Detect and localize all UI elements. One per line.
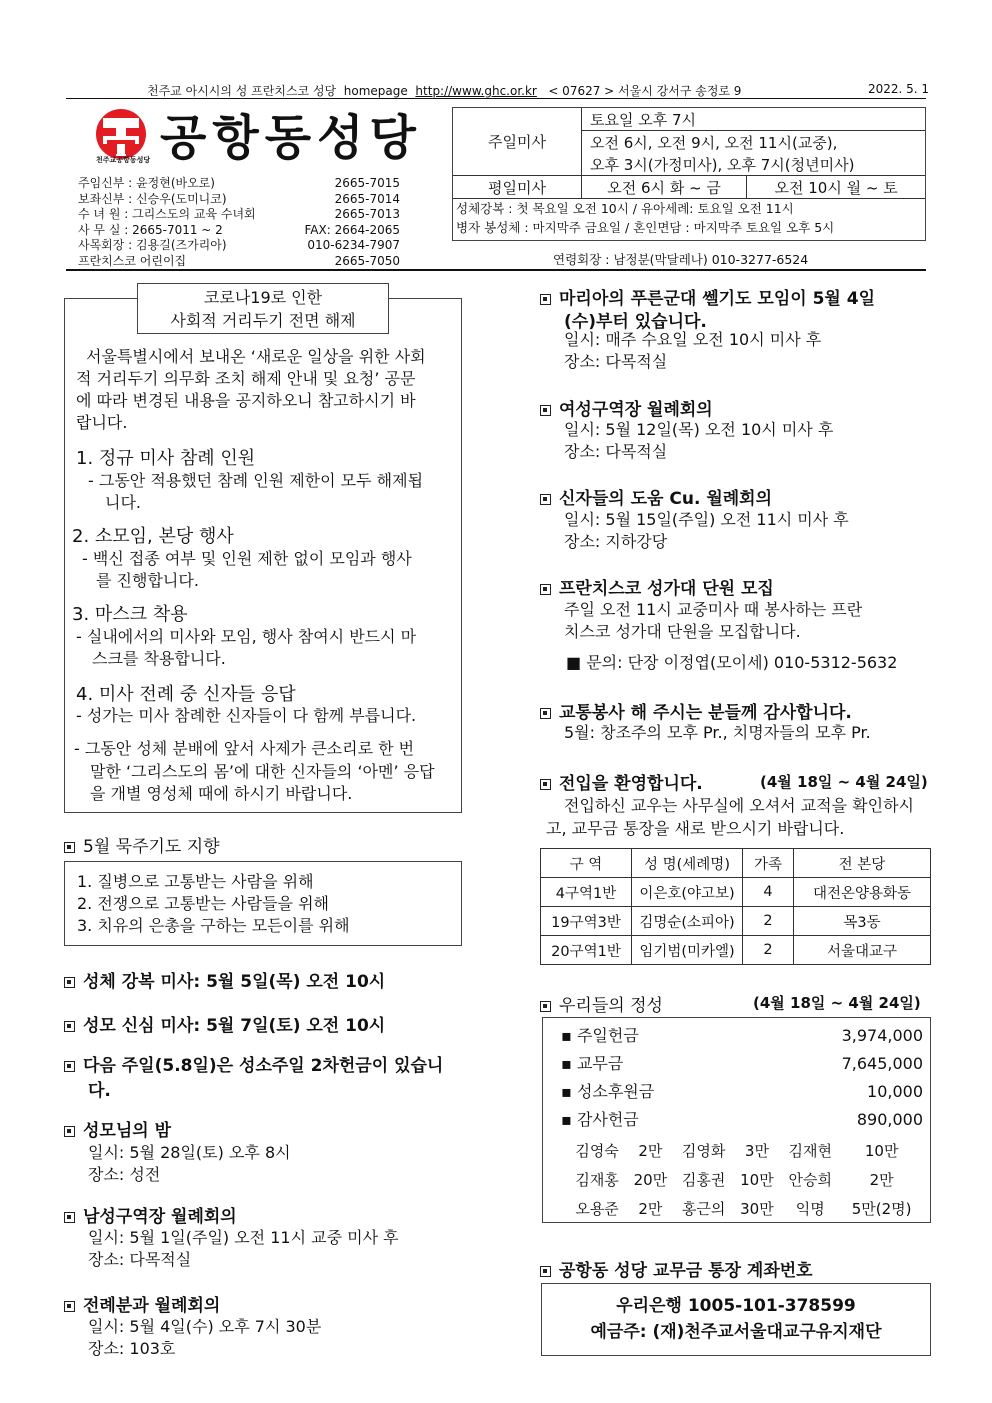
- rosary-item: 3. 치유의 은총을 구하는 모든이를 위해: [77, 916, 350, 935]
- offerings-list: [561, 1022, 923, 1134]
- table-row: [541, 907, 931, 936]
- table-row: [541, 878, 931, 907]
- sunday-mass-line: 토요일 오후 7시: [582, 108, 926, 131]
- newcomers-text: 고, 교무금 통장을 새로 받으시기 바랍니다.: [546, 819, 845, 838]
- men-meeting-date: 일시: 5월 1일(주일) 오전 11시 교중 미사 후: [88, 1228, 399, 1247]
- covid-title-box: [137, 283, 389, 334]
- weekday-mass-time: 오전 6시 화 ~ 금: [582, 176, 747, 199]
- square-bullet-icon: [540, 405, 551, 416]
- weekday-mass-label: 평일미사: [453, 176, 582, 199]
- staff-row: 보좌신부 : 신승우(도미니코) 2665-7014: [78, 191, 400, 206]
- table-cell: 이은호(야고보): [632, 878, 743, 907]
- square-bullet-icon: [64, 1021, 75, 1032]
- rosary-item: 2. 전쟁으로 고통받는 사람들을 위해: [77, 894, 329, 913]
- column-header: 전 본당: [794, 849, 931, 878]
- donor-row: [567, 1194, 923, 1223]
- help-meeting-heading: 신자들의 도움 Cu. 월례회의: [540, 484, 772, 509]
- donor-amount: 2만: [638, 1200, 663, 1218]
- offering-row: ▪ 감사헌금 890,000: [561, 1110, 923, 1129]
- liturgy-meeting-date: 일시: 5월 4일(수) 오후 7시 30분: [88, 1317, 322, 1336]
- table-cell: 4구역1반: [541, 878, 632, 907]
- funeral-chairman: 연령회장 : 남정분(막달레나) 010-3277-6524: [553, 252, 809, 267]
- covid-item-text: 말한 ‘그리스도의 몸’에 대한 신자들의 ‘아멘’ 응답: [90, 762, 435, 781]
- column-header: 성 명(세례명): [632, 849, 743, 878]
- address: < 07627 > 서울시 강서구 송정로 9: [548, 84, 742, 98]
- staff-list: [78, 176, 400, 269]
- blue-army-heading: 마리아의 푸른군대 쎌기도 모임이 5월 4일: [540, 284, 875, 309]
- table-cell: 4: [743, 878, 794, 907]
- staff-row: 사목회장 : 김용길(즈가리아) 010-6234-7907: [78, 238, 400, 252]
- blue-army-heading-cont: (수)부터 있습니다.: [564, 312, 707, 332]
- covid-item-text: 니다.: [105, 493, 141, 512]
- women-meeting-heading: 여성구역장 월례회의: [540, 395, 713, 420]
- bank-account-number: 우리은행 1005-101-378599: [616, 1296, 856, 1316]
- account-heading: 공항동 성당 교무금 통장 계좌번호: [540, 1256, 813, 1281]
- square-bullet-icon: [64, 1126, 75, 1137]
- square-bullet-icon: [540, 779, 551, 790]
- rosary-heading: 5월 묵주기도 지향: [64, 832, 220, 857]
- column-header: 가족: [743, 849, 794, 878]
- donor-amount: 30만: [740, 1200, 774, 1218]
- table-cell: 서울대교구: [794, 936, 931, 965]
- square-bullet-icon: [64, 842, 75, 853]
- covid-item-heading: 4. 미사 전례 중 신자들 응답: [76, 684, 296, 705]
- newcomers-period: (4월 18일 ~ 4월 24일): [760, 773, 928, 791]
- covid-item-text: 을 개별 영성체 때에 하시기 바랍니다.: [90, 784, 353, 803]
- covid-item-text: 스크를 착용합니다.: [92, 649, 226, 668]
- benediction-mass-notice: 성체 강복 미사: 5월 5일(목) 오전 10시: [64, 967, 385, 992]
- staff-row: 수 녀 원 : 그리스도의 교육 수녀회 2665-7013: [78, 207, 400, 221]
- issue-date: 2022. 5. 1: [868, 82, 930, 96]
- square-bullet-icon: [64, 1301, 75, 1312]
- donor-name: 김영화: [681, 1142, 726, 1160]
- covid-item-text: - 백신 접종 여부 및 인원 제한 없이 모임과 행사: [82, 549, 412, 568]
- covid-item-heading: 3. 마스크 착용: [72, 604, 188, 625]
- covid-item-text: - 실내에서의 미사와 모임, 행사 참여시 반드시 마: [76, 627, 417, 646]
- account-holder: 예금주: (재)천주교서울대교구유지재단: [590, 1322, 882, 1342]
- sunday-mass-line: 오전 6시, 오전 9시, 오전 11시(교중),: [582, 131, 926, 154]
- covid-item-heading: 2. 소모임, 본당 행사: [72, 526, 234, 547]
- donor-amount: 10만: [740, 1171, 774, 1189]
- newcomers-heading: 전입을 환영합니다.: [540, 769, 703, 794]
- choir-contact: ■ 문의: 단장 이정엽(모이세) 010-5312-5632: [566, 653, 898, 672]
- mass-schedule-box: [452, 107, 926, 241]
- liturgy-meeting-place: 장소: 103호: [88, 1339, 176, 1358]
- offering-row: ▪ 교무금 7,645,000: [561, 1054, 923, 1073]
- marian-mass-notice: 성모 신심 미사: 5월 7일(토) 오전 10시: [64, 1011, 385, 1036]
- liturgy-meeting-heading: 전례분과 월례회의: [64, 1291, 220, 1316]
- square-bullet-icon: [540, 1001, 551, 1012]
- table-cell: 20구역1반: [541, 936, 632, 965]
- donor-name: 홍근의: [681, 1200, 726, 1218]
- homepage-label: homepage: [343, 84, 408, 98]
- donor-table: [567, 1136, 923, 1223]
- donor-amount: 5만(2명): [851, 1200, 912, 1218]
- column-header: 구 역: [541, 849, 632, 878]
- mary-night-heading: 성모님의 밤: [64, 1116, 171, 1141]
- square-bullet-icon: [540, 708, 551, 719]
- weekday-mass-time: 오전 10시 월 ~ 토: [747, 176, 925, 199]
- table-header-row: [541, 849, 931, 878]
- square-bullet-icon: [540, 1266, 551, 1277]
- newcomers-table: [540, 848, 931, 965]
- blue-army-place: 장소: 다목적실: [564, 352, 668, 371]
- staff-row: 프란치스코 어린이집 2665-7050: [78, 253, 400, 268]
- table-cell: 목3동: [794, 907, 931, 936]
- header-bottom-rule: [66, 269, 926, 271]
- donor-name: 김홍권: [681, 1171, 726, 1189]
- square-bullet-icon: [540, 494, 551, 505]
- women-meeting-place: 장소: 다목적실: [564, 442, 668, 461]
- mass-note: 병자 봉성체 : 마지막주 금요일 / 혼인면담 : 마지막주 토요일 오후 5시: [456, 220, 835, 235]
- table-cell: 19구역3반: [541, 907, 632, 936]
- mary-night-date: 일시: 5월 28일(토) 오후 8시: [88, 1143, 291, 1162]
- second-collection-notice-cont: 다.: [88, 1081, 111, 1101]
- table-cell: 김명순(소피아): [632, 907, 743, 936]
- table-row: [541, 936, 931, 965]
- blue-army-date: 일시: 매주 수요일 오전 10시 미사 후: [564, 330, 822, 349]
- square-bullet-icon: [64, 1061, 75, 1072]
- choir-text: 치스코 성가대 단원을 모집합니다.: [564, 622, 801, 641]
- help-meeting-place: 장소: 지하강당: [564, 532, 668, 551]
- offerings-heading: 우리들의 정성: [540, 991, 663, 1016]
- sunday-mass-label: 주일미사: [453, 108, 582, 176]
- women-meeting-date: 일시: 5월 12일(목) 오전 10시 미사 후: [564, 420, 834, 439]
- offering-row: ▪ 주일헌금 3,974,000: [561, 1026, 923, 1045]
- mass-table: [453, 108, 925, 199]
- donor-name: 오용준: [575, 1200, 619, 1218]
- table-cell: 임기범(미카엘): [632, 936, 743, 965]
- men-meeting-heading: 남성구역장 월례회의: [64, 1202, 237, 1227]
- choir-heading: 프란치스코 성가대 단원 모집: [540, 574, 774, 599]
- second-collection-notice: 다음 주일(5.8일)은 성소주일 2차헌금이 있습니: [64, 1051, 443, 1076]
- offering-row: ▪ 성소후원금 10,000: [561, 1082, 923, 1101]
- rosary-box: [64, 861, 462, 946]
- men-meeting-place: 장소: 다목적실: [88, 1250, 192, 1269]
- covid-item-text: - 그동안 성체 분배에 앞서 사제가 큰소리로 한 번: [74, 739, 415, 758]
- covid-item-heading: 1. 정규 미사 참례 인원: [76, 448, 256, 469]
- header-info-line: [147, 82, 741, 99]
- donor-amount: 10만: [864, 1142, 899, 1160]
- covid-item-text: 를 진행합니다.: [96, 571, 199, 590]
- donor-name: 익명: [795, 1200, 825, 1218]
- donor-name: 김재홍: [575, 1171, 619, 1189]
- covid-title: 코로나19로 인한: [203, 288, 323, 307]
- parish-name: 천주교 아시시의 성 프란치스코 성당: [147, 84, 337, 98]
- table-cell: 2: [743, 907, 794, 936]
- choir-text: 주일 오전 11시 교중미사 때 봉사하는 프란: [564, 600, 863, 619]
- covid-item-text: - 성가는 미사 참례한 신자들이 다 함께 부릅니다.: [76, 706, 417, 725]
- donor-row: [567, 1165, 923, 1194]
- staff-row: 사 무 실 : 2665-7011 ~ 2 FAX: 2664-2065: [78, 222, 400, 237]
- mary-night-place: 장소: 성전: [88, 1165, 161, 1184]
- donor-name: 안승희: [788, 1171, 832, 1189]
- logo-caption: 천주교공항동성당: [96, 156, 151, 164]
- homepage-link[interactable]: http://www.ghc.or.kr: [415, 84, 537, 98]
- square-bullet-icon: [540, 584, 551, 595]
- sunday-mass-line: 오후 3시(가정미사), 오후 7시(청년미사): [582, 153, 926, 176]
- table-cell: 대전온양용화동: [794, 878, 931, 907]
- covid-item-text: - 그동안 적용했던 참례 인원 제한이 모두 해제됩: [88, 471, 424, 490]
- traffic-thanks-text: 5월: 창조주의 모후 Pr., 치명자들의 모후 Pr.: [564, 723, 871, 742]
- mass-note: 성체강복 : 첫 목요일 오전 10시 / 유아세례: 토요일 오전 11시: [456, 201, 794, 216]
- offerings-period: (4월 18일 ~ 4월 24일): [753, 994, 921, 1012]
- staff-row: 주임신부 : 윤정현(바오로) 2665-7015: [78, 176, 400, 190]
- donor-amount: 2만: [638, 1142, 663, 1160]
- square-bullet-icon: [64, 1212, 75, 1223]
- donor-row: [567, 1136, 923, 1165]
- square-bullet-icon: [540, 294, 551, 305]
- help-meeting-date: 일시: 5월 15일(주일) 오전 11시 미사 후: [564, 510, 849, 529]
- newcomers-text: 전입하신 교우는 사무실에 오셔서 교적을 확인하시: [564, 796, 915, 815]
- square-bullet-icon: [64, 977, 75, 988]
- rosary-item: 1. 질병으로 고통받는 사람을 위해: [77, 872, 314, 891]
- donor-amount: 2만: [869, 1171, 894, 1189]
- offerings-box: [542, 1017, 931, 1223]
- donor-name: 김재현: [788, 1142, 832, 1160]
- donor-amount: 3만: [744, 1142, 769, 1160]
- traffic-thanks-heading: 교통봉사 해 주시는 분들께 감사합니다.: [540, 698, 852, 723]
- donor-name: 김영숙: [575, 1142, 619, 1160]
- header-rule: [66, 98, 926, 99]
- donor-amount: 20만: [633, 1171, 668, 1189]
- page-title: 공항동성당: [160, 110, 422, 166]
- account-box: [541, 1283, 931, 1356]
- table-cell: 2: [743, 936, 794, 965]
- covid-notice-body: 서울특별시에서 보내온 ‘새로운 일상을 위한 사회 적 거리두기 의무화 조치 해제 안내 및 요청’ 공문 에 따라 변경된 내용을 공지하오니 참고하시기 바 랍니다.: [76, 347, 426, 432]
- covid-title: 사회적 거리두기 전면 해제: [170, 311, 356, 330]
